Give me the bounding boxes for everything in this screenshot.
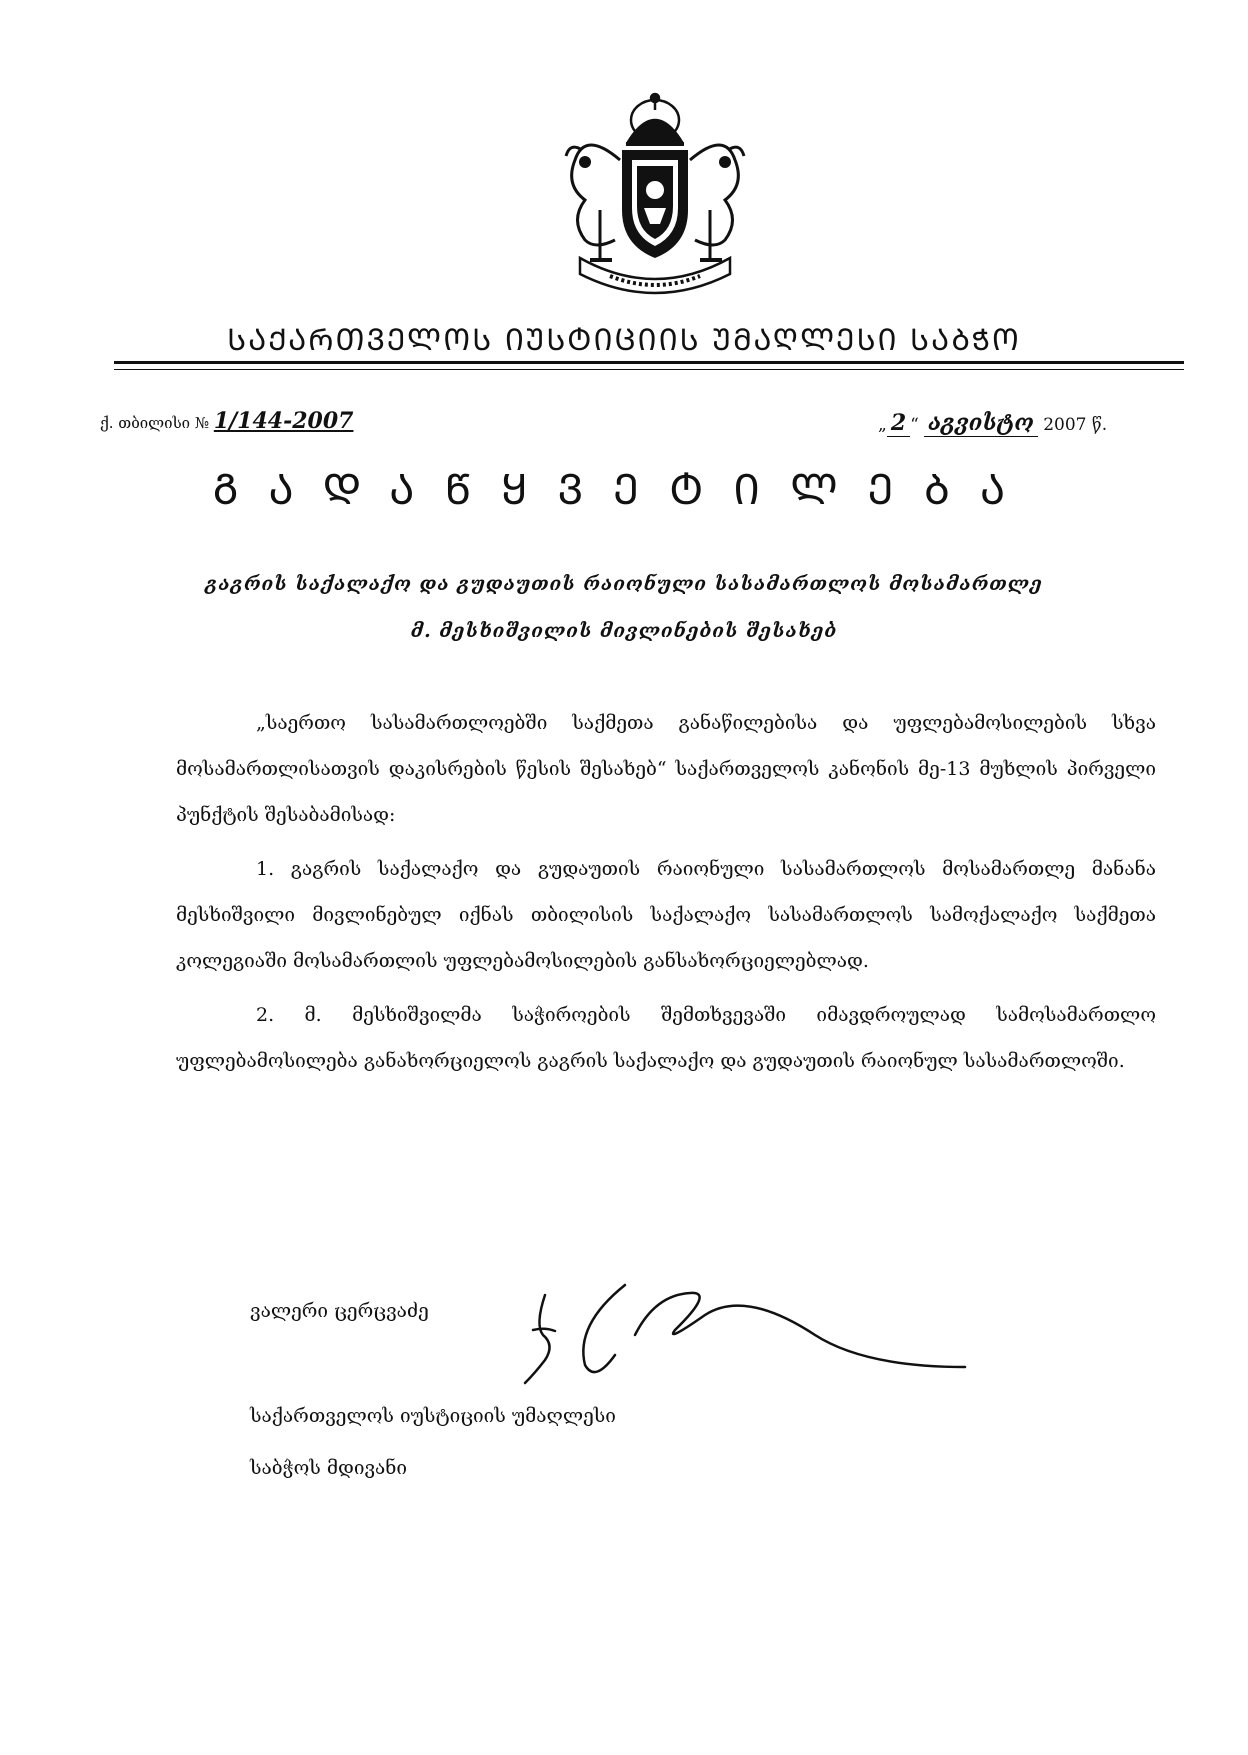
document-type-heading: ᲒᲐᲓᲐᲬᲧᲕᲔᲢᲘᲚᲔᲑᲐ xyxy=(212,465,1036,514)
date-day: 2 xyxy=(887,410,910,437)
body-preamble: „საერთო სასამართლოებში საქმეთა განაწილებისა და უფლებამოსილების სხვა მოსამართლისათვის დაკისრების წესის შესახებ“ საქართველოს კანონის მე-13 მუხლის პირველი პუნქტის შესაბამისად: xyxy=(176,712,1156,826)
coat-of-arms-graphic xyxy=(540,90,770,295)
signatory-title-line-2: საბჭოს მდივანი xyxy=(250,1457,408,1479)
header-rule-thin xyxy=(114,369,1184,370)
signatory-title-line-1: საქართველოს იუსტიციის უმაღლესი xyxy=(250,1405,616,1427)
date-year: 2007 xyxy=(1043,415,1087,435)
document-date xyxy=(878,410,1107,437)
signatory-name: ვალერი ცერცვაძე xyxy=(250,1300,429,1322)
body-item-1: 1. გაგრის საქალაქო და გუდაუთის რაიონული სასამართლოს მოსამართლე მანანა მესხიშვილი მივლინებულ იქნას თბილისის საქალაქო სასამართლოს სამოქალაქო საქმეთა კოლეგიაში მოსამართლის უფლებამოსილების განსახორციელებლად. xyxy=(176,858,1156,972)
document-number-block xyxy=(100,408,353,434)
document-body xyxy=(176,700,1156,1092)
date-month: აგვისტო xyxy=(924,410,1038,437)
date-suffix: წ. xyxy=(1091,415,1108,435)
date-close-quote: “ xyxy=(910,415,919,435)
institution-heading: ᲡᲐᲥᲐᲠᲗᲕᲔᲚᲝᲡ ᲘᲣᲡᲢᲘᲪᲘᲘᲡ ᲣᲛᲐᲦᲚᲔᲡᲘ ᲡᲐᲑᲭᲝ xyxy=(227,323,1021,358)
coat-of-arms-icon xyxy=(540,90,770,295)
place-label: ქ. თბილისი № xyxy=(100,414,210,432)
subject-line-2: მ. მესხიშვილის მივლინების შესახებ xyxy=(410,620,838,642)
handwritten-signature xyxy=(515,1275,985,1385)
body-item-2: 2. მ. მესხიშვილმა საჭიროების შემთხვევაში იმავდროულად სამოსამართლო უფლებამოსილება განახორციელოს გაგრის საქალაქო და გუდაუთის რაიონულ სასამართლოში. xyxy=(176,1004,1156,1072)
header-rule-thick xyxy=(114,361,1184,364)
date-open-quote: „ xyxy=(878,415,887,435)
subject-line-1: გაგრის საქალაქო და გუდაუთის რაიონული სასამართლოს მოსამართლე xyxy=(205,573,1043,595)
signature-graphic xyxy=(515,1275,985,1385)
document-number: 1/144-2007 xyxy=(213,408,354,434)
